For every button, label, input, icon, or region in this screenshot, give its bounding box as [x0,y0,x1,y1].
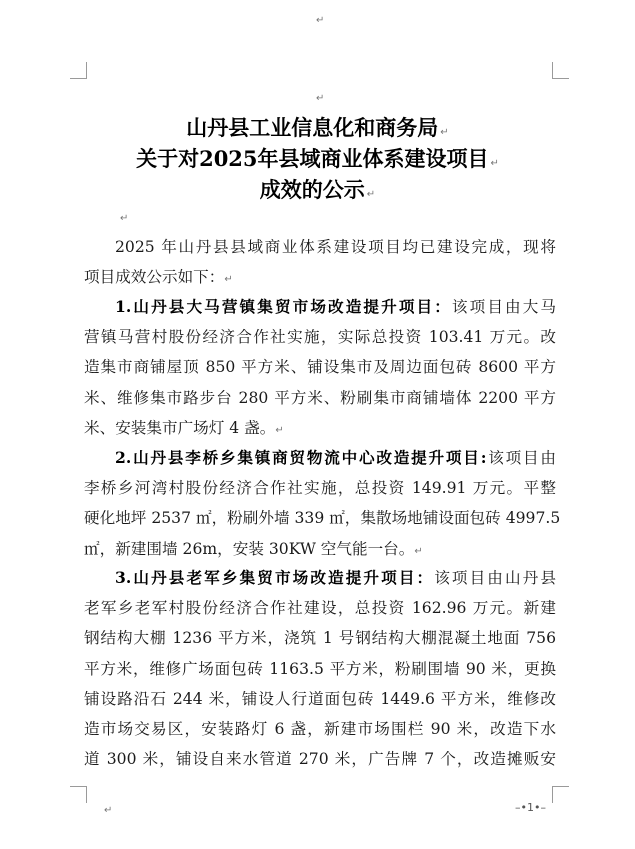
item-3-paragraph [84,563,556,774]
intro-paragraph [84,232,556,295]
item-1-line-4: 米、维修集市路步台 280 平方米、粉刷集市商铺墙体 2200 平方 [84,388,556,407]
item-2-line-1: 2.山丹县李桥乡集镇商贸物流中心改造提升项目:该项目由 [115,448,556,467]
item-1-line-3: 造集市商铺屋顶 850 平方米、铺设集市及周边面包砖 8600 平方 [84,358,556,377]
item-2-line-4: ㎡，新建围墙 26m，安装 30KW 空气能一台。↵ [84,539,423,558]
item-1-line-5: 米、安装集市广场灯 4 盏。↵ [84,418,284,437]
item-3-line-2: 老军乡老军村股份经济合作社建设，总投资 162.96 万元。新建 [84,599,556,618]
crop-mark-top-right [552,62,569,79]
title-line-2: 关于对2025年县域商业体系建设项目 ↵ [136,146,499,171]
item-3-line-1: 3.山丹县老军乡集贸市场改造提升项目：该项目由山丹县 [115,568,556,587]
item-3-line-3: 钢结构大棚 1236 平方米，浇筑 1 号钢结构大棚混凝土地面 756 [84,629,556,648]
intro-line-2: 项目成效公示如下：↵ [84,268,233,287]
item-1-line-1: 1.山丹县大马营镇集贸市场改造提升项目：该项目由大马 [115,297,556,316]
paragraph-mark-before-title: ↵ [316,93,325,104]
item-3-line-4: 平方米，维修广场面包砖 1163.5 平方米，粉刷围墙 90 米，更换 [84,659,556,678]
page-number: –•1•– [515,801,546,814]
item-3-line-6: 造市场交易区，安装路灯 6 盏，新建市场围栏 90 米，改造下水 [84,720,556,739]
item-2-line-3: 硬化地坪 2537 ㎡，粉刷外墙 339 ㎡，集散场地铺设面包砖 4997.5 [84,509,561,528]
item-2-heading: 2.山丹县李桥乡集镇商贸物流中心改造提升项目: [115,448,487,467]
item-2-paragraph [84,443,561,567]
item-1-line-2: 营镇马营村股份经济合作社实施，实际总投资 103.41 万元。改 [84,328,556,347]
crop-mark-bottom-left [70,786,87,803]
title-line-3: 成效的公示 ↵ [259,177,376,202]
item-2-line-2: 李桥乡河湾村股份经济合作社实施，总投资 149.91 万元。平整 [84,479,556,498]
item-1-paragraph [84,292,556,446]
item-3-line-7: 道 300 米，铺设自来水管道 270 米，广告牌 7 个，改造摊贩安 [84,750,556,769]
crop-mark-bottom-right [552,786,569,803]
item-3-heading: 3.山丹县老军乡集贸市场改造提升项目： [115,568,435,587]
intro-line-1: 2025 年山丹县县域商业体系建设项目均已建设完成，现将 [115,238,556,256]
item-3-line-5: 铺设路沿石 244 米，铺设人行道面包砖 1449.6 平方米，维修改 [84,689,556,708]
paragraph-mark-footer: ↵ [104,805,113,816]
item-1-heading: 1.山丹县大马营镇集贸市场改造提升项目： [115,297,452,316]
title-line-1: 山丹县工业信息化和商务局 ↵ [186,115,449,140]
crop-mark-top-left [70,62,87,79]
paragraph-mark-blank: ↵ [120,213,129,224]
paragraph-mark-top: ↵ [316,15,325,26]
